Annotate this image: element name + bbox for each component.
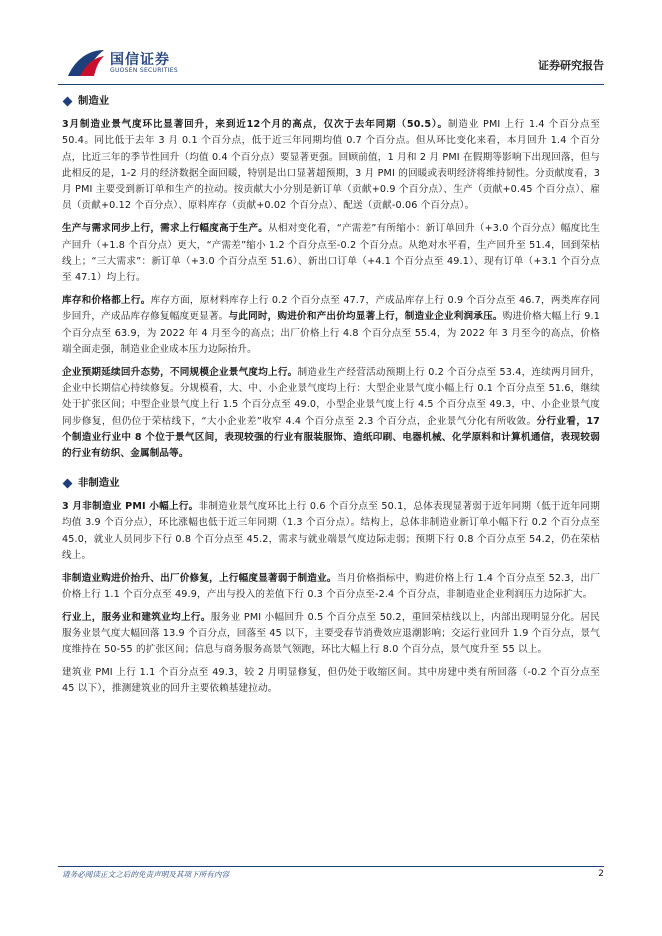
company-logo [66,44,216,84]
paragraph-lead: 行业上，服务业和建筑业均上行。 [62,611,211,623]
section-heading-non-manufacturing [62,475,600,492]
section-title: 非制造业 [78,476,120,489]
paragraph-text: 服务业 PMI 小幅回升 0.5 个百分点至 50.2，重回荣枯线以上，内部出现明显分化。居民服务业景气度大幅回落 13.9 个百分点，回落至 45 以下，主要受春节消费效应退潮影响；交运行业回升 1.9 个百分点，景气度维持在 50-55 的扩张区间；信息与商务服务高景气领跑，环比大幅上行 8.0 个百分点，景气度升至 55 以上。 [62,611,600,656]
report-body [62,93,600,704]
footer-divider [58,866,604,867]
diamond-bullet-icon [63,97,73,107]
paragraph [62,571,600,604]
paragraph [62,365,600,463]
paragraph [62,117,600,215]
paragraph-lead: 库存和价格都上行。 [62,294,151,306]
paragraph-text: 制造业 PMI 上行 1.4 个百分点至 50.4。同比低于去年 3 月 0.1 个百分点，低于近三年同期均值 0.7 个百分点。但从环比变化来看，本月回升 1.4 个百分点，比近三年的季节性回升（均值 0.4 个百分点）要显著更强。回顾前值，1 月和 2 月 PMI 在假期等影响下出现回落，但与此相反的是，1-2 月的经济数据全面回暖，特别是出口显著超预期，3 月 PMI 的回暖或表明经济将维持韧性。分贡献度看，3 月 PMI 主要受到新订单和生产的拉动。按贡献大小分别是新订单（贡献+0.9 个百分点）、生产（贡献+0.45 个百分点）、雇员（贡献+0.12 个百分点）、原料库存（贡献+0.02 个百分点）、配送（贡献-0.06 个百分点）。 [62,119,600,212]
paragraph-text: 当月价格指标中，购进价格上行 1.4 个百分点至 52.3，出厂价格上行 1.1 个百分点至 49.9，产出与投入的差值下行 0.3 个百分点至-2.4 个百分点，非制造业企业利润压力边际扩大。 [62,572,600,600]
footer-disclaimer: 请务必阅读正文之后的免责声明及其项下所有内容 [62,870,230,879]
paragraph [62,293,600,358]
paragraph-emphasis: 与此同时，购进价和产出价均显著上行，制造业企业利润承压。 [228,311,503,323]
paragraph-text: 建筑业 PMI 上行 1.1 个百分点至 49.3，较 2 月明显修复，但仍处于收缩区间。其中房建中类有所回落（-0.2 个百分点至 45 以下），推测建筑业的回升主要依赖基建拉动。 [62,667,600,695]
paragraph-lead: 非制造业购进价抬升、出厂价修复，上行幅度显著弱于制造业。 [62,572,337,584]
paragraph [62,610,600,659]
report-type-label: 证券研究报告 [538,59,604,72]
page-header [58,44,604,84]
paragraph [62,221,600,286]
paragraph [62,665,600,698]
paragraph-lead: 生产与需求同步上行，需求上行幅度高于生产。 [62,223,269,235]
logo-text-en: GUOSEN SECURITIES [110,67,179,74]
diamond-bullet-icon [63,478,73,488]
paragraph-text: 从相对变化看，“产需差”有所缩小：新订单回升（+3.0 个百分点）幅度比生产回升（+1.8 个百分点）更大，“产需差”缩小 1.2 个百分点至-0.2 个百分点。从绝对水平看，生产回升至 51.4，回到荣枯线上；“三大需求”：新订单（+3.0 个百分点至 51.6）、新出口订单（+4.1 个百分点至 49.1）、现有订单（+3.1 个百分点至 47.1）均上行。 [62,223,600,284]
paragraph-text: 非制造业景气度环比上行 0.6 个百分点至 50.1，总体表现显著弱于近年同期（低于近年同期均值 3.9 个百分点），环比涨幅也低于近三年同期（1.3 个百分点）。结构上，总体非制造业新订单小幅下行 0.2 个百分点至 45.0，就业人员同步下行 0.8 个百分点至 45.2，需求与就业端景气度边际走弱；预期下行 0.8 个百分点至 54.2，仍在荣枯线上。 [62,500,600,561]
header-divider [58,84,604,85]
paragraph-text: 购进价格大幅上行 9.1 个百分点至 63.9，为 2022 年 4 月至今的高点；出厂价格上行 4.8 个百分点至 55.4，为 2022 年 3 月至今的高点，价格端全面走强，制造业企业成本压力边际抬升。 [62,311,600,355]
paragraph-emphasis: 分行业看，17 个制造业行业中 8 个位于景气区间，表现较强的行业有服装服饰、造纸印刷、电器机械、化学原料和计算机通信，表现较弱的行业有纺织、金属制品等。 [62,415,600,460]
paragraph-lead: 3月制造业景气度环比显著回升，来到近12个月的高点，仅次于去年同期（50.5）。 [62,119,448,130]
logo-text-cn: 国信证券 [110,52,170,68]
page-number: 2 [598,869,604,879]
paragraph-lead: 3 月非制造业 PMI 小幅上行。 [62,500,199,512]
paragraph-lead: 企业预期延续回升态势，不同规模企业景气度均上行。 [62,366,298,378]
paragraph-text: 库存方面，原材料库存上行 0.2 个百分点至 47.7，产成品库存上行 0.9 个百分点至 46.7，两类库存同步回升，产成品库存修复幅度更显著。 [62,294,600,323]
guosen-logo-icon [66,46,106,80]
section-title: 制造业 [78,95,110,107]
paragraph-text: 制造业生产经营活动预期上行 0.2 个百分点至 53.4，连续两月回升，企业中长期信心持续修复。分规模看，大、中、小企业景气度均上行：大型企业景气度小幅上行 0.1 个百分点至 51.6，继续处于扩张区间；中型企业景气度上行 1.5 个百分点至 49.0，小型企业景气度上行 4.5 个百分点至 49.3，中、小企业景气度同步修复，但仍位于荣枯线下，“大小企业差”收窄 4.4 个百分点至 2.3 个百分点，企业景气分化有所收敛。 [62,366,600,427]
section-heading-manufacturing [62,93,600,110]
paragraph [62,499,600,564]
